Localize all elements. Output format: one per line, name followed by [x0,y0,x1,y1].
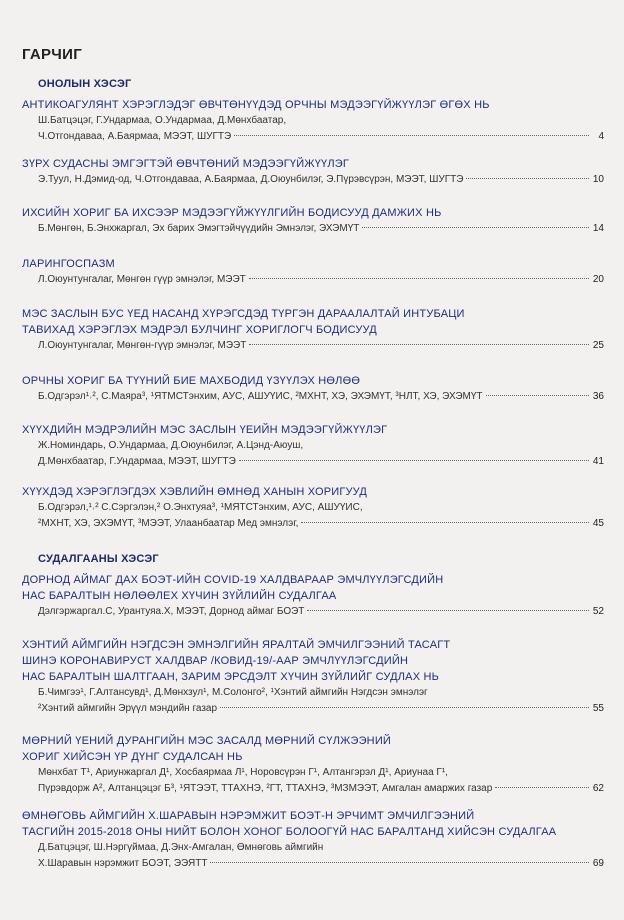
entry-authors: ²Хэнтий аймгийн Эрүүл мэндийн газар [38,703,218,714]
entry-authors: Б.Чимгээ¹, Г.Алтансувд¹, Д.Мөнхзул¹, М.Солонго², ¹Хэнтий аймгийн Нэгдсэн эмнэлэг [38,687,428,698]
toc-entry[interactable] [22,306,604,354]
entry-title: ӨМНӨГОВЬ АЙМГИЙН Х.ШАРАВЫН НЭРЭМЖИТ БОЭТ-Н ЭРЧИМТ ЭМЧИЛГЭЭНИЙ [22,810,475,822]
page-number: 62 [592,783,604,794]
dot-leader [234,135,589,136]
entry-title: МӨРНИЙ ҮЕНИЙ ДУРАНГИЙН МЭС ЗАСАЛД МӨРНИЙ СҮЛЖЭЭНИЙ [22,735,392,747]
dot-leader [466,178,589,179]
toc-entry[interactable] [22,808,604,872]
entry-authors: Х.Шаравын нэрэмжит БОЭТ, ЭЭЯТТ [38,858,208,869]
entry-authors: Ш.Батцэцэг, Г.Ундармаа, О.Ундармаа, Д.Мөнхбаатар, [38,115,287,126]
page-number: 25 [592,340,604,351]
toc-entry[interactable] [22,422,604,470]
entry-title: ШИНЭ КОРОНАВИРУСТ ХАЛДВАР /КОВИД-19/-ААР ЭМЧЛҮҮЛЭГСДИЙН [22,655,409,667]
entry-title: ДОРНОД АЙМАГ ДАХ БОЭТ-ИЙН COVID-19 ХАЛДВАРААР ЭМЧЛҮҮЛЭГСДИЙН [22,574,444,586]
page-number: 55 [592,703,604,714]
entry-title: ИХСИЙН ХОРИГ БА ИХСЭЭР МЭДЭЭГҮЙЖҮҮЛГИЙН БОДИСУУД ДАМЖИХ НЬ [22,207,442,219]
entry-authors: Ч.Отгондаваа, А.Баярмаа, МЭЭТ, ШУГТЭ [38,131,232,142]
dot-leader [301,522,589,523]
entry-title: ТАВИХАД ХЭРЭГЛЭХ МЭДРЭЛ БУЛЧИНГ ХОРИГЛОГЧ БОДИСУУД [22,324,377,336]
entry-authors: Э.Туул, Н.Дэмид-од, Ч.Отгондаваа, А.Баярмаа, Д.Оюунбилэг, Э.Пүрэвсүрэн, МЭЭТ, ШУГТЭ [38,174,464,185]
dot-leader [495,787,589,788]
page-number: 4 [598,131,604,142]
page-number: 45 [592,518,604,529]
entry-authors: Мөнхбат Т¹, Ариунжаргал Д¹, Хосбаярмаа Л¹, Норовсүрэн Г¹, Алтангэрэл Д¹, Ариунаа Г¹, [38,767,448,778]
dot-leader [362,227,589,228]
entry-authors: Дэлгэржаргал.С, Урантуяа.Х, МЭЭТ, Дорнод аймаг БОЭТ [38,606,305,617]
toc-entry[interactable] [22,484,604,532]
toc-entry[interactable] [22,572,604,620]
toc-entry[interactable] [22,256,604,288]
entry-authors: Б.Одгэрэл¹˒², С.Маяра³, ¹ЯТМСТэнхим, АУС, АШУҮИС, ²МХНТ, ХЭ, ЭХЭМҮТ, ³НЛТ, ХЭ, ЭХЭМҮТ [38,391,483,402]
toc-entry[interactable] [22,637,604,717]
entry-authors: Л.Оюунтунгалаг, Мөнгөн-гүүр эмнэлэг, МЭЭТ [38,340,247,351]
page-number: 41 [592,456,604,467]
toc-entry[interactable] [22,97,604,145]
dot-leader [239,460,589,461]
entry-authors: Д.Мөнхбаатар, Г.Ундармаа, МЭЭТ, ШУГТЭ [38,456,236,467]
toc-entry[interactable] [22,156,604,188]
toc-entry[interactable] [22,373,604,405]
entry-authors: Б.Мөнгөн, Б.Энхжаргал, Эх барих Эмэгтэйчүүдийн Эмнэлэг, ЭХЭМҮТ [38,223,360,234]
entry-authors: Пүрэвдорж А², Алтанцэцэг Б³, ¹ЯТЭЭТ, ТТАХНЭ, ²ГТ, ТТАХНЭ, ³МЗМЭЭТ, Амгалан амаржих газар [38,783,493,794]
dot-leader [249,278,589,279]
dot-leader [307,610,589,611]
entry-authors: Б.Одгэрэл,¹˒² С.Сэргэлэн,² О.Энхтуяа³, ¹МЯТСТэнхим, АУС, АШУҮИС, [38,502,363,513]
entry-authors: Д.Батцэцэг, Ш.Нэргүймаа, Д.Энх-Амгалан, Өмнөговь аймгийн [38,842,324,853]
toc-entry[interactable] [22,733,604,797]
dot-leader [249,344,589,345]
entry-title: ТАСГИЙН 2015-2018 ОНЫ НИЙТ БОЛОН ХОНОГ БОЛООГҮЙ НАС БАРАЛТАНД ХИЙСЭН СУДАЛГАА [22,826,557,838]
dot-leader [486,395,589,396]
entry-title: ОРЧНЫ ХОРИГ БА ТҮҮНИЙ БИЕ МАХБОДИД ҮЗҮҮЛЭХ НӨЛӨӨ [22,375,361,387]
entry-title: НАС БАРАЛТЫН НӨЛӨӨЛЕХ ХҮЧИН ЗҮЙЛИЙН СУДАЛГАА [22,590,337,602]
entry-authors: Л.Оюунтунгалаг, Мөнгөн гүүр эмнэлэг, МЭЭТ [38,274,246,285]
page-number: 36 [592,391,604,402]
entry-title: МЭС ЗАСЛЫН БУС ҮЕД НАСАНД ХҮРЭГСДЭД ТҮРГЭН ДАРААЛАЛТАЙ ИНТУБАЦИ [22,308,465,320]
entry-title: ХОРИГ ХИЙСЭН ҮР ДҮНГ СУДАЛСАН НЬ [22,751,243,763]
dot-leader [220,707,589,708]
dot-leader [210,862,589,863]
entry-authors: ²МХНТ, ХЭ, ЭХЭМҮТ, ³МЭЭТ, Улаанбаатар Мед эмнэлэг, [38,518,299,529]
entry-title: АНТИКОАГУЛЯНТ ХЭРЭГЛЭДЭГ ӨВЧТӨНҮҮДЭД ОРЧНЫ МЭДЭЭГҮЙЖҮҮЛЭГ ӨГӨХ НЬ [22,99,490,111]
page-number: 52 [592,606,604,617]
entry-title: ХҮҮХДИЙН МЭДРЭЛИЙН МЭС ЗАСЛЫН ҮЕИЙН МЭДЭЭГҮЙЖҮҮЛЭГ [22,424,388,436]
page-number: 14 [592,223,604,234]
section-heading: СУДАЛГААНЫ ХЭСЭГ [38,553,159,565]
page-number: 10 [592,174,604,185]
entry-title: ЗҮРХ СУДАСНЫ ЭМГЭГТЭЙ ӨВЧТӨНИЙ МЭДЭЭГҮЙЖҮҮЛЭГ [22,158,350,170]
page-title: ГАРЧИГ [22,46,83,63]
entry-title: ХҮҮХДЭД ХЭРЭГЛЭГДЭХ ХЭВЛИЙН ӨМНӨД ХАНЫН ХОРИГУУД [22,486,368,498]
entry-authors: Ж.Номиндарь, О.Ундармаа, Д.Оюунбилэг, А.Цэнд-Аюуш, [38,440,304,451]
entry-title: НАС БАРАЛТЫН ШАЛТГААН, ЗАРИМ ЭРСДЭЛТ ХҮЧИН ЗҮЙЛИЙГ СУДЛАХ НЬ [22,671,440,683]
entry-title: ХЭНТИЙ АЙМГИЙН НЭГДСЭН ЭМНЭЛГИЙН ЯРАЛТАЙ ЭМЧИЛГЭЭНИЙ ТАСАГТ [22,639,451,651]
page-number: 69 [592,858,604,869]
page-number: 20 [592,274,604,285]
toc-entry[interactable] [22,205,604,237]
section-heading: ОНОЛЫН ХЭСЭГ [38,78,132,90]
entry-title: ЛАРИНГОСПАЗМ [22,258,115,270]
